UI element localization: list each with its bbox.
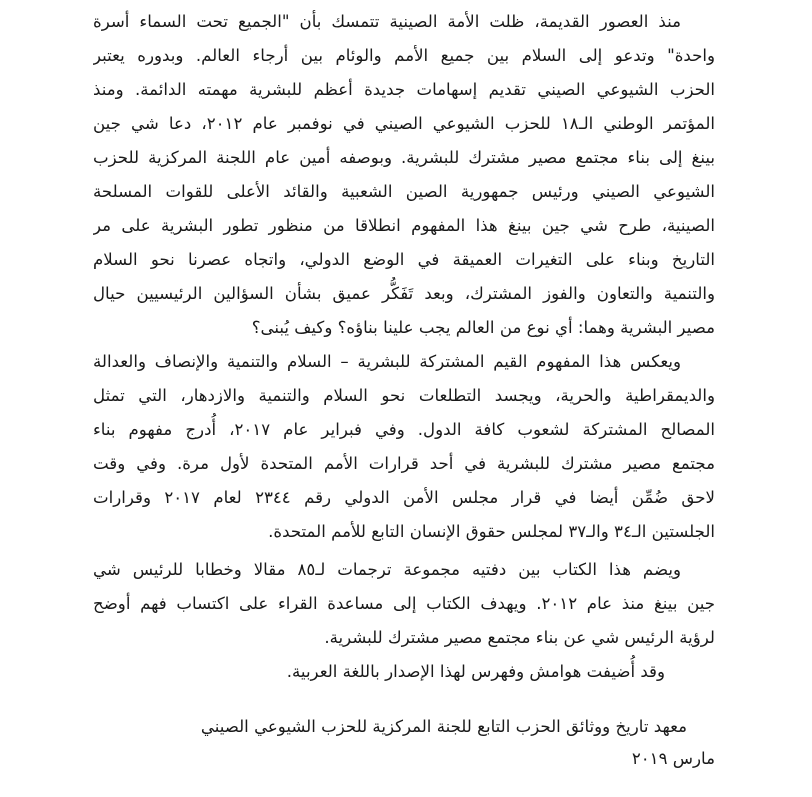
paragraph-3-line-2: جين بينغ منذ عام ٢٠١٢. ويهدف الكتاب إلى مساعدة القراء على اكتساب فهم أوضح <box>93 594 715 613</box>
paragraph-2-line-1: ويعكس هذا المفهوم القيم المشتركة للبشرية – السلام والتنمية والإنصاف والعدالة <box>93 352 681 371</box>
document-page <box>93 0 715 797</box>
signature-date: مارس ٢٠١٩ <box>631 749 715 768</box>
paragraph-1-line-5: بينغ إلى بناء مجتمع مصير مشترك للبشرية. وبوصفه أمين عام اللجنة المركزية للحزب <box>93 148 715 167</box>
paragraph-2-line-5: لاحق ضُمِّن أيضا في قرار مجلس الأمن الدولي رقم ٢٣٤٤ لعام ٢٠١٧ وقرارات <box>93 488 715 507</box>
paragraph-4-line-1: وقد أُضيفت هوامش وفهرس لهذا الإصدار باللغة العربية. <box>286 662 665 681</box>
paragraph-3-line-3: لرؤية الرئيس شي عن بناء مجتمع مصير مشترك للبشرية. <box>324 628 715 647</box>
paragraph-1-line-6: الشيوعي الصيني ورئيس جمهورية الصين الشعبية والقائد الأعلى للقوات المسلحة <box>93 182 715 201</box>
paragraph-1-line-2: واحدة" وتدعو إلى السلام بين جميع الأمم والوئام بين أرجاء العالم. وبدوره يعتبر <box>93 46 715 65</box>
paragraph-2-line-4: مجتمع مصير مشترك للبشرية في أحد قرارات الأمم المتحدة لأول مرة. وفي وقت <box>93 454 715 473</box>
paragraph-1-line-7: الصينية، طرح شي جين بينغ هذا المفهوم انطلاقا من منظور تطور البشرية على مر <box>93 216 715 235</box>
paragraph-1-line-3: الحزب الشيوعي الصيني تقديم إسهامات جديدة أعظم للبشرية مهمته الدائمة. ومنذ <box>93 80 715 99</box>
signature-institution: معهد تاريخ ووثائق الحزب التابع للجنة المركزية للحزب الشيوعي الصيني <box>200 717 687 736</box>
paragraph-1-line-8: التاريخ وبناء على التغيرات العميقة في الوضع الدولي، واتجاه عصرنا نحو السلام <box>93 250 715 269</box>
paragraph-3-line-1: ويضم هذا الكتاب بين دفتيه مجموعة ترجمات لـ٨٥ مقالا وخطابا للرئيس شي <box>93 560 681 579</box>
paragraph-1-line-9: والتنمية والتعاون والفوز المشترك، وبعد تَفَكُّر عميق بشأن السؤالين الرئيسيين حيال <box>93 284 715 303</box>
paragraph-2-line-6: الجلستين الـ٣٤ والـ٣٧ لمجلس حقوق الإنسان التابع للأمم المتحدة. <box>268 522 715 541</box>
paragraph-1-line-4: المؤتمر الوطني الـ١٨ للحزب الشيوعي الصيني في نوفمبر عام ٢٠١٢، دعا شي جين <box>93 114 715 133</box>
paragraph-2-line-2: والديمقراطية والحرية، ويجسد التطلعات نحو السلام والتنمية والازدهار، التي تمثل <box>93 386 715 405</box>
paragraph-2-line-3: المصالح المشتركة لشعوب كافة الدول. وفي فبراير عام ٢٠١٧، أُدرج مفهوم بناء <box>93 420 715 439</box>
paragraph-1-line-1: منذ العصور القديمة، ظلت الأمة الصينية تتمسك بأن "الجميع تحت السماء أسرة <box>93 12 681 31</box>
paragraph-1-line-10: مصير البشرية وهما: أي نوع من العالم يجب علينا بناؤه؟ وكيف يُبنى؟ <box>251 318 715 337</box>
